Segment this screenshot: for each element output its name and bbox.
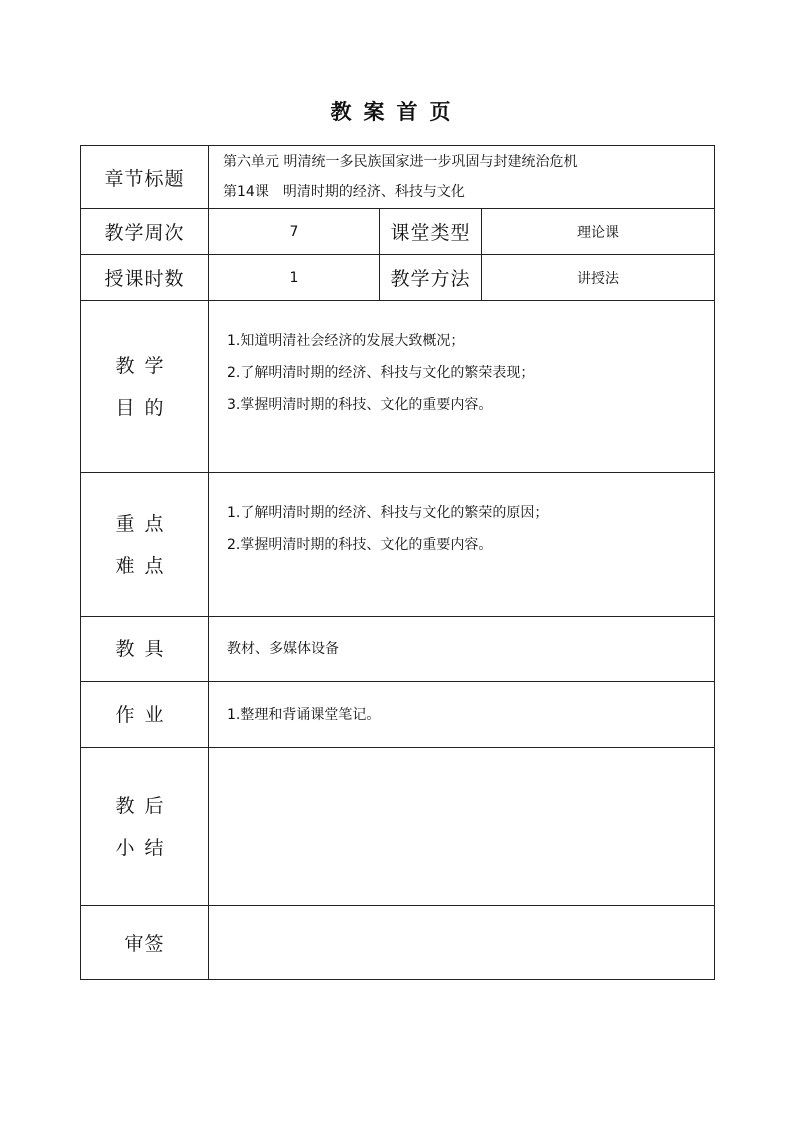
row-homework xyxy=(81,682,715,748)
list-item: 2.掌握明清时期的科技、文化的重要内容。 xyxy=(227,537,493,553)
class-type-label: 课堂类型 xyxy=(380,209,482,255)
page-title: 教案首页 xyxy=(330,100,463,124)
summary-label-line1: 教后 xyxy=(115,794,174,817)
row-goals xyxy=(81,301,715,473)
list-item: 2.了解明清时期的经济、科技与文化的繁荣表现； xyxy=(227,365,535,381)
review-label: 审签 xyxy=(81,906,209,980)
tools-label: 教具 xyxy=(81,617,209,682)
chapter-content xyxy=(209,146,715,209)
goals-label xyxy=(81,301,209,473)
chapter-lesson: 第14课 明清时期的经济、科技与文化 xyxy=(223,184,465,200)
lesson-plan-table xyxy=(80,145,715,980)
list-item: 1.知道明清社会经济的发展大致概况； xyxy=(227,333,465,349)
goals-label-line1: 教学 xyxy=(115,354,174,377)
row-hours xyxy=(81,255,715,301)
key-label-line1: 重点 xyxy=(115,512,174,535)
key-label xyxy=(81,473,209,617)
homework-label: 作业 xyxy=(81,682,209,748)
key-label-line2: 难点 xyxy=(115,554,174,577)
list-item: 1.了解明清时期的经济、科技与文化的繁荣的原因； xyxy=(227,505,549,521)
summary-label-line2: 小结 xyxy=(115,836,174,859)
homework-value: 1.整理和背诵课堂笔记。 xyxy=(209,682,715,748)
row-summary xyxy=(81,748,715,906)
summary-label xyxy=(81,748,209,906)
row-review xyxy=(81,906,715,980)
chapter-unit: 第六单元 明清统一多民族国家进一步巩固与封建统治危机 xyxy=(223,154,578,170)
week-label: 教学周次 xyxy=(81,209,209,255)
goals-content xyxy=(209,301,715,473)
method-value: 讲授法 xyxy=(482,255,715,301)
row-week xyxy=(81,209,715,255)
row-key xyxy=(81,473,715,617)
goals-label-line2: 目的 xyxy=(115,396,174,419)
tools-value: 教材、多媒体设备 xyxy=(209,617,715,682)
week-value: 7 xyxy=(209,209,380,255)
key-content xyxy=(209,473,715,617)
summary-value xyxy=(209,748,715,906)
row-tools xyxy=(81,617,715,682)
class-type-value: 理论课 xyxy=(482,209,715,255)
method-label: 教学方法 xyxy=(380,255,482,301)
hours-label: 授课时数 xyxy=(81,255,209,301)
list-item: 3.掌握明清时期的科技、文化的重要内容。 xyxy=(227,397,493,413)
hours-value: 1 xyxy=(209,255,380,301)
row-chapter xyxy=(81,146,715,209)
review-value xyxy=(209,906,715,980)
chapter-label: 章节标题 xyxy=(81,146,209,209)
